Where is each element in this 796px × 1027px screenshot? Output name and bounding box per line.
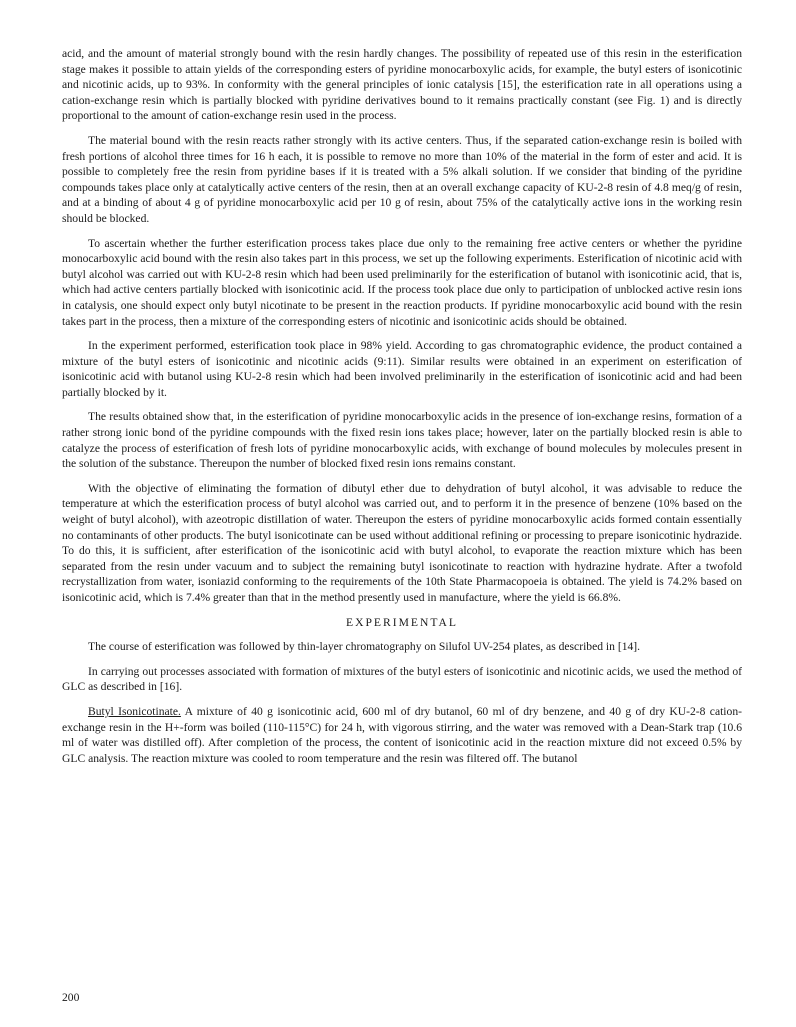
paragraph-conclusions: The results obtained show that, in the esterification of pyridine monocarboxylic acids in the presence of ion-exchange resins, formation of a rather strong ionic bond of the pyridine compounds with the fixed resin ions takes place; however, later on the partially blocked resin is able to catalyze the process of esterification of fresh lots of pyridine monocarboxylic acids, with exchange of bound molecules by molecules present in the solution of the substance. Thereupon the number of blocked fixed resin ions remains constant. (62, 410, 742, 471)
paragraph-bound-material: The material bound with the resin reacts rather strongly with its active centers. Thus, if the separated cation-exchange resin is boiled with fresh portions of alcohol three times for 16 h each, it is possible to remove no more than 10% of the material in the form of ester and acid. It is possible to completely free the resin from pyridine bases if it is treated with a 5% alkali solution. If we consider that binding of the pyridine compounds takes place only at catalytically active centers of the resin, then at an overall exchange capacity of KU-2-8 resin of 4.8 meq/g of resin, and at a binding of about 4 g of pyridine monocarboxylic acid per 10 g of resin, about 75% of the catalytically active ions in the working resin should be blocked. (62, 133, 742, 225)
paragraph-dibutyl-ether: With the objective of eliminating the formation of dibutyl ether due to dehydration of butyl alcohol, it was advisable to reduce the temperature at which the esterification process of butyl alcohol was carried out, and to perform it in the presence of benzene (10% based on the weight of butyl alcohol), with azeotropic distillation of water. Thereupon the esters of pyridine monocarboxylic acids formed contain essentially no contaminants of other products. The butyl isonicotinate can be used without additional refining or processing to prepare isonicotinic hydrazide. To do this, it is sufficient, after esterification of the isonicotinic acid with butyl alcohol, to evaporate the reaction mixture which has been separated from the resin under vacuum and to subject the remaining butyl isonicotinate to reaction with hydrazine hydrate. After a twofold recrystallization from water, isoniazid conforming to the requirements of the 10th State Pharmacopoeia is obtained. The yield is 74.2% based on isonicotinic acid, which is 7.4% greater than that in the method presently used in manufacture, where the yield is 66.8%. (62, 481, 742, 604)
paragraph-experiments-setup: To ascertain whether the further esterification process takes place due only to the remaining free active centers or whether the pyridine monocarboxylic acid bound with the resin also takes part in this process, we set up the following experiments. Esterification of nicotinic acid with butyl alcohol was carried out with KU-2-8 resin which had been used preliminarily for the esterification of butanol with isonicotinic acid, that is, which had active centers partially blocked with isonicotinic acid. If the process took place due only to participation of unblocked active resin ions in catalysis, one should expect only butyl nicotinate to be present in the reaction products. If pyridine monocarboxylic acid bound with the resin takes part in the process, then a mixture of the corresponding esters of nicotinic and isonicotinic acids should be obtained. (62, 236, 742, 328)
paragraph-experiment-results: In the experiment performed, esterification took place in 98% yield. According to gas chromatographic evidence, the product contained a mixture of the butyl esters of isonicotinic and nicotinic acids (9:11). Similar results were obtained in an experiment on esterification of isonicotinic acid with butanol using KU-2-8 resin which had been involved preliminarily in the esterification of isonicotinic acid and had been partially blocked by it. (62, 339, 742, 399)
butyl-isonicotinate-title: Butyl Isonicotinate. (88, 704, 181, 718)
paragraph-glc: In carrying out processes associated with formation of mixtures of the butyl esters of isonicotinic and nicotinic acids, we used the method of GLC as described in [16]. (62, 664, 742, 694)
paragraph-butyl-isonicotinate (62, 704, 742, 766)
page-number: 200 (62, 991, 80, 1004)
butyl-isonicotinate-text: A mixture of 40 g isonicotinic acid, 600 ml of dry butanol, 60 ml of dry benzene, and 40 g of dry KU-2-8 cation-exchange resin in the H+-form was boiled (110-115°C) for 24 h, with vigorous stirring, and the water was removed with a Dean-Stark trap (10.6 ml of water was distilled off). After completion of the process, the content of isonicotinic acid in the reaction mixture did not exceed 0.5% by GLC analysis. The reaction mixture was cooled to room temperature and the resin was filtered off. The butanol (62, 704, 742, 765)
page-body (62, 46, 742, 775)
section-heading-experimental: EXPERIMENTAL (346, 615, 458, 629)
paragraph-continuation: acid, and the amount of material strongly bound with the resin hardly changes. The possibility of repeated use of this resin in the esterification stage makes it possible to attain yields of the corresponding esters of pyridine monocarboxylic acids, for example, the butyl esters of isonicotinic and nicotinic acids, up to 93%. In conformity with the general principles of ionic catalysis [15], the esterification rate in all operations using a cation-exchange resin which is partially blocked with pyridine derivatives bound to it remains practically constant (see Fig. 1) and is directly proportional to the amount of cation-exchange resin used in the process. (62, 47, 742, 123)
paragraph-tlc: The course of esterification was followed by thin-layer chromatography on Silufol UV-254 plates, as described in [14]. (88, 640, 641, 654)
